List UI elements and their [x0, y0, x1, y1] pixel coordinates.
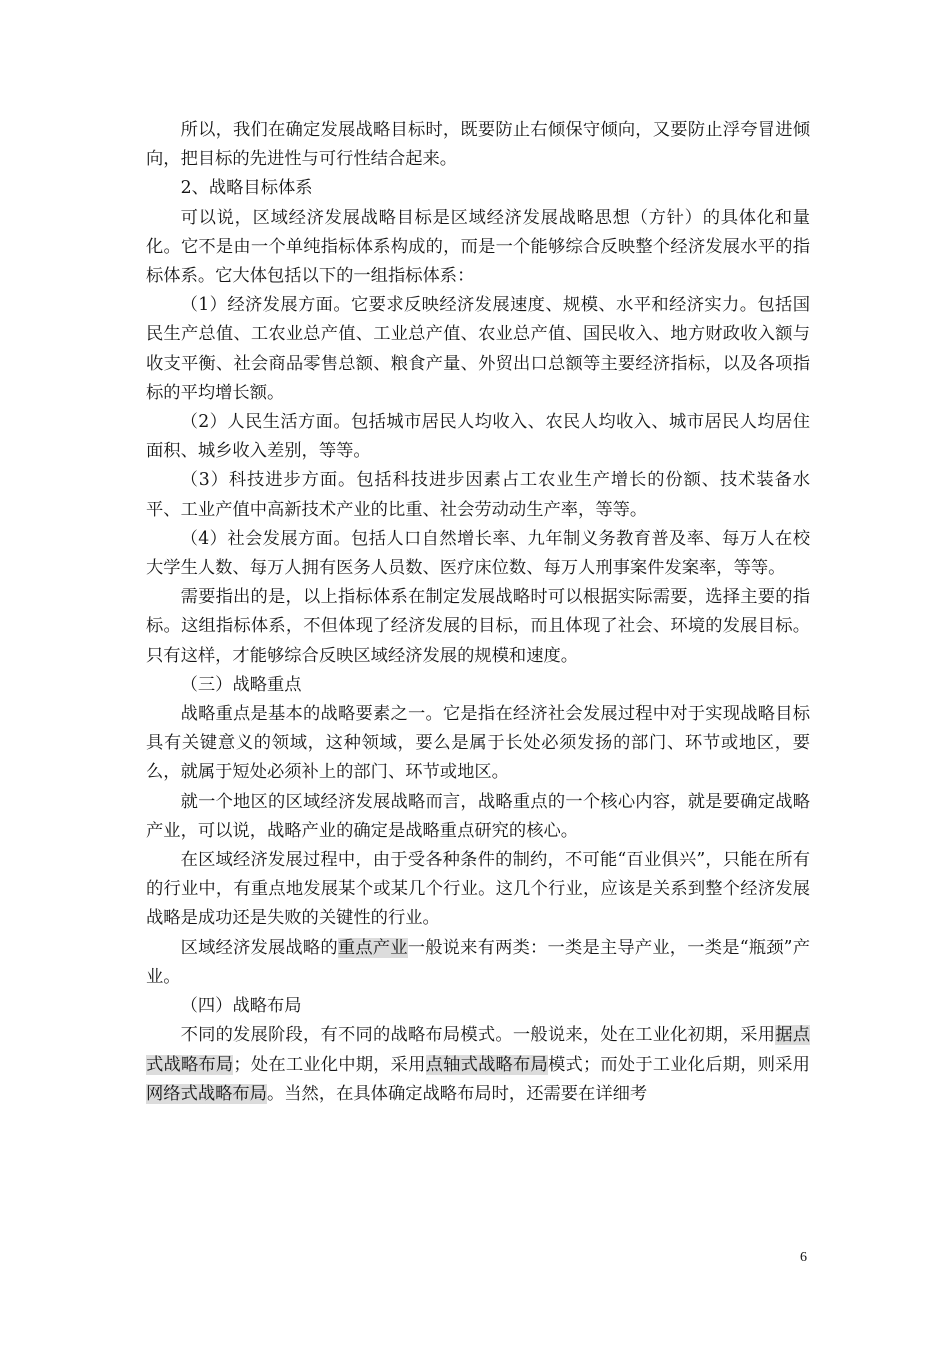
highlighted-term: 网络式战略布局: [146, 1083, 267, 1104]
text-segment: 一般说来有两类：一类是主导产业，一类是“瓶颈”产业。: [146, 937, 810, 987]
paragraph-p11: [146, 788, 810, 846]
text-segment: （2）人民生活方面。包括城市居民人均收入、农民人均收入、城市居民人均居住面积、城乡收入差别，等等。: [146, 412, 810, 462]
paragraph-p4: [146, 291, 810, 408]
text-segment: 就一个地区的区域经济发展战略而言，战略重点的一个核心内容，就是要确定战略产业，可以说，战略产业的确定是战略重点研究的核心。: [146, 791, 810, 841]
text-segment: （3）科技进步方面。包括科技进步因素占工农业生产增长的份额、技术装备水平、工业产值中高新技术产业的比重、社会劳动动生产率，等等。: [146, 470, 810, 520]
paragraph-p9: [146, 671, 810, 700]
highlighted-term: 重点产业: [337, 937, 408, 958]
paragraph-p6: [146, 466, 810, 524]
text-segment: 。当然，在具体确定战略布局时，还需要在详细考: [266, 1083, 648, 1104]
paragraph-p14: [146, 992, 810, 1021]
text-segment: 2、战略目标体系: [180, 178, 313, 199]
text-segment: 区域经济发展战略的: [180, 937, 338, 958]
text-segment: 所以，我们在确定发展战略目标时，既要防止右倾保守倾向，又要防止浮夸冒进倾向，把目标的先进性与可行性结合起来。: [146, 120, 810, 170]
paragraph-p7: [146, 525, 810, 583]
paragraph-p5: [146, 408, 810, 466]
paragraph-p15: [146, 1021, 810, 1109]
text-segment: 战略重点是基本的战略要素之一。它是指在经济社会发展过程中对于实现战略目标具有关键意义的领域，这种领域，要么是属于长处必须发扬的部门、环节或地区，要么，就属于短处必须补上的部门、环节或地区。: [146, 704, 810, 783]
highlighted-term: 点轴式战略布局: [425, 1054, 548, 1075]
text-segment: 需要指出的是，以上指标体系在制定发展战略时可以根据实际需要，选择主要的指标。这组指标体系，不但体现了经济发展的目标，而且体现了社会、环境的发展目标。只有这样，才能够综合反映区域经济发展的规模和速度。: [146, 587, 810, 666]
text-segment: 在区域经济发展过程中，由于受各种条件的制约，不可能“百业俱兴”，只能在所有的行业中，有重点地发展某个或某几个行业。这几个行业，应该是关系到整个经济发展战略是成功还是失败的关键性的行业。: [146, 850, 810, 929]
text-segment: 可以说，区域经济发展战略目标是区域经济发展战略思想（方针）的具体化和量化。它不是由一个单纯指标体系构成的，而是一个能够综合反映整个经济发展水平的指标体系。它大体包括以下的一组指标体系：: [146, 207, 810, 287]
paragraph-p2: [146, 174, 810, 203]
text-segment: 不同的发展阶段，有不同的战略布局模式。一般说来，处在工业化初期，采用: [180, 1025, 776, 1046]
highlighted-term: 据点式战略布局: [146, 1025, 810, 1075]
paragraph-p10: [146, 700, 810, 788]
paragraph-p1: [146, 116, 810, 174]
paragraph-p13: [146, 934, 810, 992]
text-segment: 模式；而处于工业化后期，则采用: [547, 1054, 810, 1075]
page-number: 6: [800, 1250, 807, 1265]
paragraph-p12: [146, 846, 810, 934]
text-segment: （三）战略重点: [180, 674, 302, 695]
text-segment: （4）社会发展方面。包括人口自然增长率、九年制义务教育普及率、每万人在校大学生人数、每万人拥有医务人员数、医疗床位数、每万人刑事案件发案率，等等。: [146, 528, 810, 579]
paragraph-p3: [146, 204, 810, 292]
body-text: [146, 116, 810, 1109]
text-segment: ；处在工业化中期，采用: [233, 1054, 426, 1075]
paragraph-p8: [146, 583, 810, 671]
text-segment: （四）战略布局: [180, 996, 302, 1017]
text-segment: （1）经济发展方面。它要求反映经济发展速度、规模、水平和经济实力。包括国民生产总值、工农业总产值、工业总产值、农业总产值、国民收入、地方财政收入额与收支平衡、社会商品零售总额、粮食产量、外贸出口总额等主要经济指标，以及各项指标的平均增长额。: [146, 295, 810, 403]
